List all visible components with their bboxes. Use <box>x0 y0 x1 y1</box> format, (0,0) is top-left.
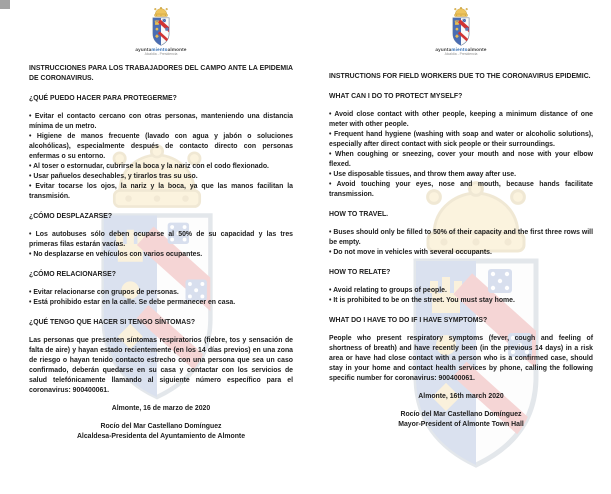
logo-wordmark-part3: almonte <box>167 47 187 52</box>
bullet-group <box>29 112 293 202</box>
bullet-item: • Avoid relating to groups of people. <box>329 287 447 294</box>
section-heading-travel-es: ¿CÓMO DESPLAZARSE? <box>29 213 113 220</box>
section-heading-travel-en: HOW TO TRAVEL. <box>329 211 389 218</box>
bullet-item: • Buses should only be filled to 50% of their capacity and the first three rows will be empty. <box>329 229 593 246</box>
dateline-en: Almonte, 16th march 2020 <box>418 393 504 400</box>
spanish-column <box>29 0 293 442</box>
bullet-item: • Avoid touching your eyes, nose and mouth, because hands facilitate transmission. <box>329 181 593 198</box>
section-heading-relate-es: ¿CÓMO RELACIONARSE? <box>29 271 116 278</box>
bullet-group <box>329 110 593 200</box>
logo-wordmark-part2: miento <box>151 47 168 52</box>
bullet-item: • Al toser o estornudar, cubrirse la boca y la nariz con el codo flexionado. <box>29 163 269 170</box>
bullet-item: • It is prohibited to be on the street. You must stay home. <box>329 297 515 304</box>
bullet-item: • When coughing or sneezing, cover your mouth and nose with your elbow flexed. <box>329 151 593 168</box>
bullet-item: • Evitar el contacto cercano con otras personas, manteniendo una distancia mínima de un metro. <box>29 113 293 130</box>
signature-block-es <box>29 422 293 442</box>
logo-wordmark-part3: almonte <box>467 47 487 52</box>
section-heading-relate-en: HOW TO RELATE? <box>329 269 391 276</box>
english-column <box>329 0 593 430</box>
document-title-es: INSTRUCCIONES PARA LOS TRABAJADORES DEL CAMPO ANTE LA EPIDEMIA DE CORONAVIRUS. <box>29 65 293 82</box>
bullet-item: • Avoid close contact with other people, keeping a minimum distance of one meter with other people. <box>329 111 593 128</box>
logo-wordmark-part1: ayunta <box>135 47 152 52</box>
bullet-item: • Los autobuses sólo deben ocuparse al 50% de su capacidad y las tres primeras filas estarán vacías. <box>29 231 293 248</box>
logo-wordmark-part1: ayunta <box>435 47 452 52</box>
almonte-crest-logo <box>29 0 293 56</box>
almonte-crest-logo <box>329 0 593 56</box>
logo-wordmark-part2: miento <box>451 47 468 52</box>
bullet-group <box>329 286 593 306</box>
signature-title: Alcaldesa-Presidenta del Ayuntamiento de Almonte <box>76 433 246 440</box>
bullet-item: • Higiene de manos frecuente (lavado con agua y jabón o soluciones alcohólicas), especialmente después de contacto directo con personas enfermas o su entorno. <box>29 133 293 160</box>
signature-name: Rocío del Mar Castellano Domínguez <box>100 423 222 430</box>
bullet-group <box>29 230 293 260</box>
section-heading-protect-en: WHAT CAN I DO TO PROTECT MYSELF? <box>329 93 463 100</box>
coat-of-arms-icon <box>146 7 176 47</box>
bullet-group <box>329 228 593 258</box>
document-title-en: INSTRUCTIONS FOR FIELD WORKERS DUE TO THE CORONAVIRUS EPIDEMIC. <box>329 73 591 80</box>
symptoms-paragraph-en: People who present respiratory symptoms (fever, cough and feeling of shortness of breath) and have recently been (in the previous 14 days) in a risk area or have had close contact with a person who is a confirmed case, should stay in your home and contact health services by phone, calling the following specific number for coronavirus: 900400061. <box>329 335 593 382</box>
bullet-item: • Frequent hand hygiene (washing with soap and water or alcoholic solutions), especially after direct contact with sick people or their surroundings. <box>329 131 593 148</box>
coat-of-arms-icon <box>446 7 476 47</box>
bullet-item: • Evitar tocarse los ojos, la nariz y la boca, ya que las manos facilitan la transmisión. <box>29 183 293 200</box>
bullet-item: • Usar pañuelos desechables, y tirarlos tras su uso. <box>29 173 198 180</box>
signature-block-en <box>329 410 593 430</box>
scan-corner-artifact <box>0 0 10 9</box>
section-heading-symptoms-en: WHAT DO I HAVE TO DO IF I HAVE SYMPTOMS? <box>329 317 488 324</box>
bullet-item: • Use disposable tissues, and throw them away after use. <box>329 171 516 178</box>
logo-subtitle: Alcaldía - Presidencia <box>144 52 178 56</box>
section-heading-symptoms-es: ¿QUÉ TENGO QUE HACER SI TENGO SÍNTOMAS? <box>29 319 196 326</box>
bullet-group <box>29 288 293 308</box>
bullet-item: • Do not move in vehicles with several occupants. <box>329 249 492 256</box>
bullet-item: • Evitar relacionarse con grupos de personas. <box>29 289 179 296</box>
symptoms-paragraph-es: Las personas que presenten síntomas respiratorios (fiebre, tos y sensación de falta de aire) y hayan estado recientemente (en los 14 días previos) en una zona de riesgo o hayan tenido contacto estrecho con una persona que sea un caso confirmado, deberán quedarse en su casa y contactar con los servicios de salud telefónicamente llamando al siguiente número específico para el coronavirus: 900400061. <box>29 337 293 394</box>
bullet-item: • No desplazarse en vehículos con varios ocupantes. <box>29 251 203 258</box>
signature-name: Rocío del Mar Castellano Domínguez <box>400 411 522 418</box>
bullet-item: • Está prohibido estar en la calle. Se debe permanecer en casa. <box>29 299 236 306</box>
section-heading-protect-es: ¿QUÉ PUEDO HACER PARA PROTEGERME? <box>29 95 177 102</box>
logo-subtitle: Alcaldía - Presidencia <box>444 52 478 56</box>
dateline-es: Almonte, 16 de marzo de 2020 <box>111 405 211 412</box>
signature-title: Mayor-President of Almonte Town Hall <box>398 421 524 428</box>
